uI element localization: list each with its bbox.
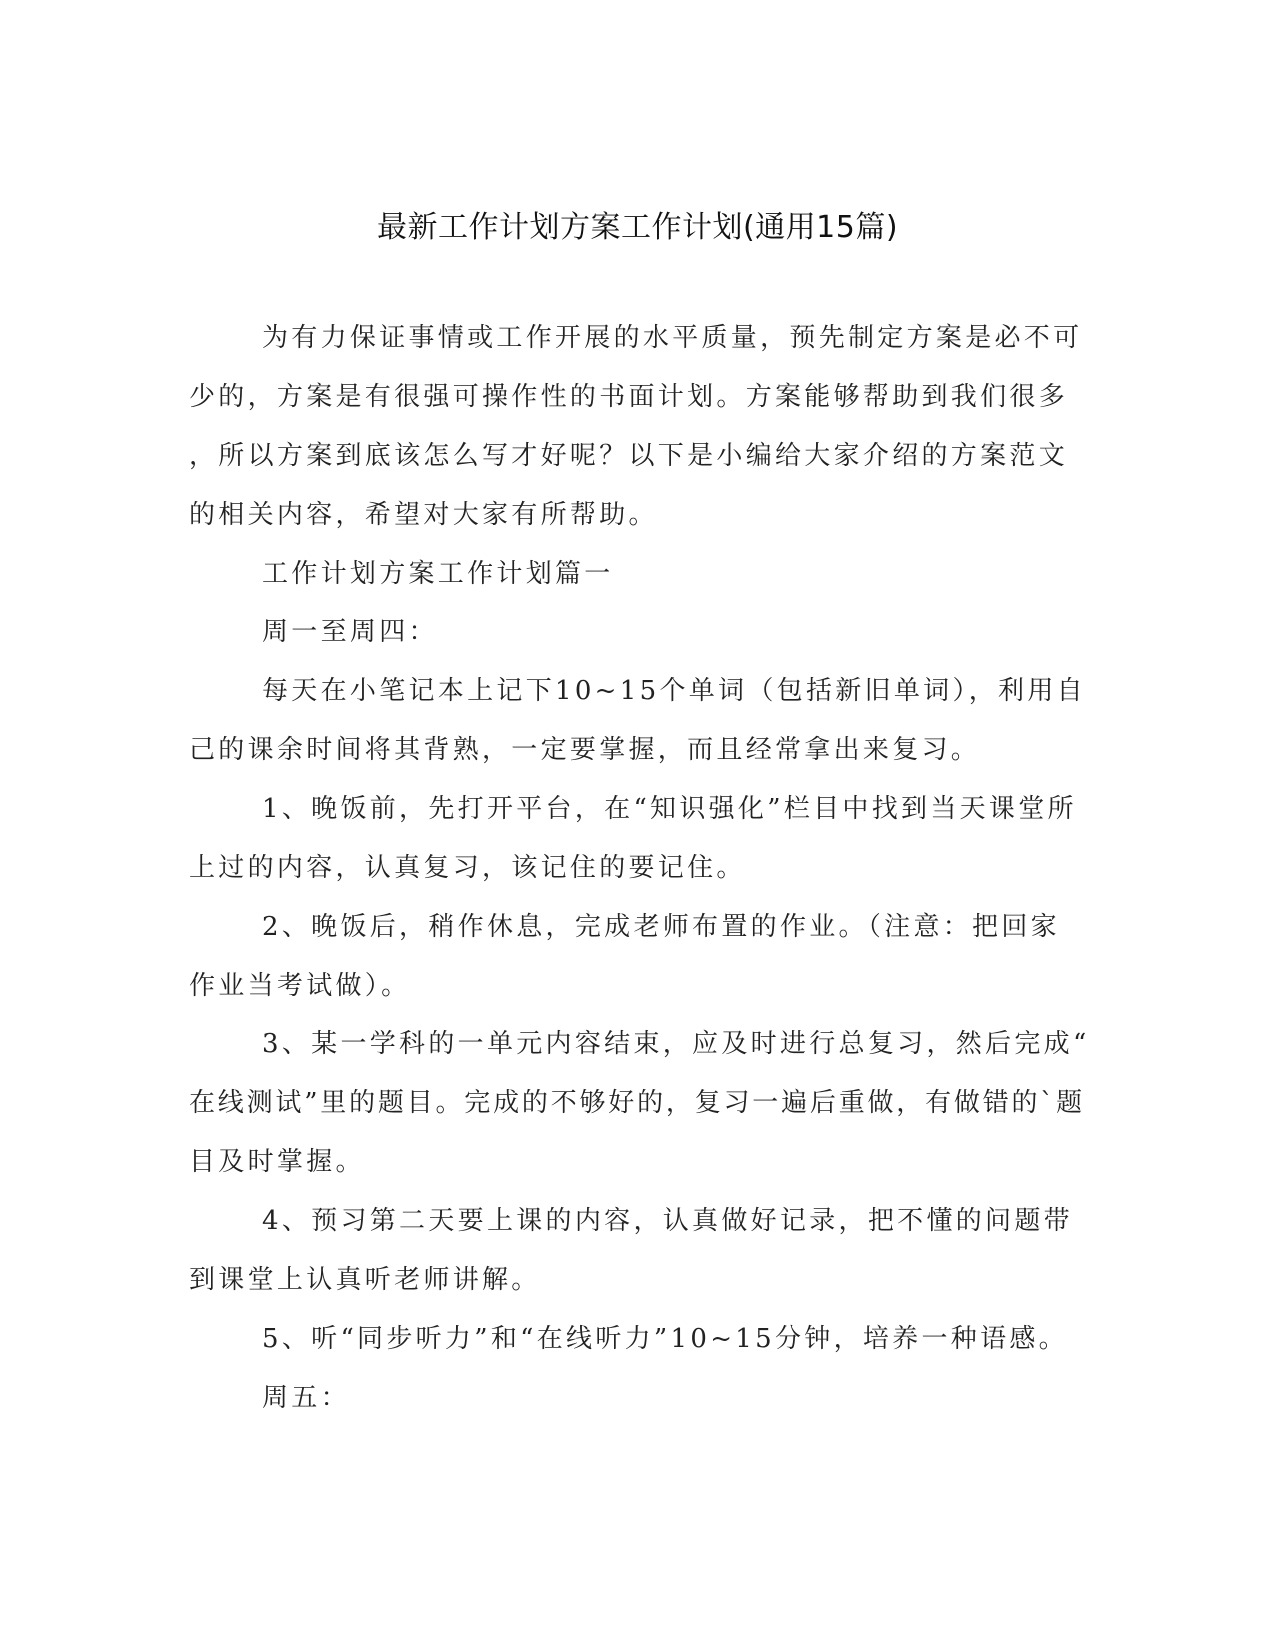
list-item-line: 目及时掌握。 bbox=[189, 1147, 365, 1177]
list-item-line: 作业当考试做）。 bbox=[189, 971, 411, 1001]
list-item-line: 到课堂上认真听老师讲解。 bbox=[189, 1265, 541, 1295]
list-item-line: 在线测试”里的题目。完成的不够好的，复习一遍后重做，有做错的`题 bbox=[189, 1088, 1085, 1118]
list-item-line: 4、预习第二天要上课的内容，认真做好记录，把不懂的问题带 bbox=[262, 1206, 1073, 1236]
section-heading: 工作计划方案工作计划篇一 bbox=[262, 559, 614, 589]
document-title: 最新工作计划方案工作计划(通用15篇) bbox=[376, 210, 899, 245]
paragraph-line: 少的，方案是有很强可操作性的书面计划。方案能够帮助到我们很多 bbox=[189, 382, 1069, 412]
list-item-line: 2、晚饭后，稍作休息，完成老师布置的作业。（注意：把回家 bbox=[262, 912, 1060, 942]
list-item-line: 上过的内容，认真复习，该记住的要记住。 bbox=[189, 853, 746, 883]
list-item-line: 5、听“同步听力”和“在线听力”10~15分钟，培养一种语感。 bbox=[262, 1324, 1068, 1354]
paragraph-line: 的相关内容，希望对大家有所帮助。 bbox=[189, 500, 658, 530]
paragraph-line: 每天在小笔记本上记下10~15个单词（包括新旧单词），利用自 bbox=[262, 676, 1086, 706]
paragraph-line: 为有力保证事情或工作开展的水平质量，预先制定方案是必不可 bbox=[262, 323, 1083, 353]
subheading: 周一至周四： bbox=[262, 617, 438, 647]
list-item-line: 1、晚饭前，先打开平台，在“知识强化”栏目中找到当天课堂所 bbox=[262, 794, 1077, 824]
paragraph-line: 己的课余时间将其背熟，一定要掌握，而且经常拿出来复习。 bbox=[189, 735, 981, 765]
list-item-line: 3、某一学科的一单元内容结束，应及时进行总复习，然后完成“ bbox=[262, 1029, 1090, 1059]
paragraph-line: ，所以方案到底该怎么写才好呢？以下是小编给大家介绍的方案范文 bbox=[189, 441, 1069, 471]
subheading: 周五： bbox=[262, 1383, 350, 1413]
